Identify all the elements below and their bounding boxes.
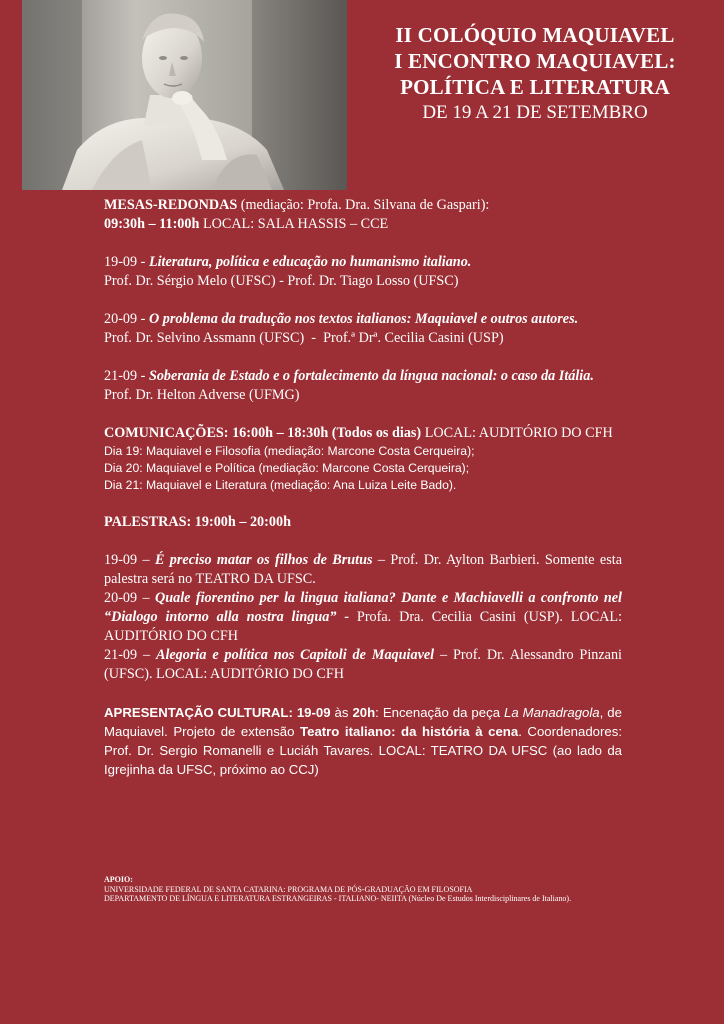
- palestra-details: Profa. Dra. Cecilia Casini (USP). LOCAL: AUDITÓRIO DO CFH: [104, 609, 623, 644]
- mesas-heading: MESAS-REDONDAS: [104, 197, 238, 213]
- palestra-date: 19-09 –: [104, 552, 155, 568]
- palestra-title: É preciso matar os filhos de Brutus: [154, 552, 373, 568]
- palestra-title: Alegoria e política nos Capitoli de Maquiavel: [155, 647, 435, 663]
- mesa-dash: -: [137, 368, 149, 384]
- cultural-text-2: , de Maquiavel. Projeto de extensão: [104, 705, 622, 739]
- comunicacoes-day: Dia 21: Maquiavel e Literatura (mediação: Ana Luiza Leite Bado).: [104, 478, 457, 492]
- mesa-item-2: [104, 310, 622, 329]
- comunicacoes-day: Dia 19: Maquiavel e Filosofia (mediação: Marcone Costa Cerqueira);: [104, 444, 475, 458]
- title-line-3: POLÍTICA E LITERATURA: [400, 75, 670, 99]
- cultural-hour: 20h: [352, 705, 376, 720]
- mesa-title: O problema da tradução nos textos italianos: Maquiavel e outros autores.: [148, 311, 579, 327]
- mesas-time-line: [104, 215, 622, 234]
- mesa-item-3: [104, 367, 622, 386]
- mesas-location: LOCAL: SALA HASSIS – CCE: [199, 216, 389, 232]
- event-title-block: [350, 22, 720, 125]
- cultural-text-3: . Coordenadores: Prof. Dr. Sergio Romanelli e Luciáh Tavares. LOCAL: TEATRO DA UFSC (ao lado da Igrejinha da UFSC, próximo ao CCJ): [104, 724, 622, 777]
- cultural-block: [104, 703, 622, 779]
- cultural-at: às: [330, 705, 353, 720]
- title-line-1: II COLÓQUIO MAQUIAVEL: [395, 23, 675, 47]
- machiavelli-statue-image: [22, 0, 347, 190]
- mesa-dash: -: [137, 254, 149, 270]
- cultural-heading: APRESENTAÇÃO CULTURAL: 19-09: [104, 705, 331, 720]
- statue-photo: [22, 0, 347, 190]
- program-content: [104, 196, 622, 779]
- mesa-date: 21-09: [104, 368, 138, 384]
- palestra-date: 20-09 –: [104, 590, 156, 606]
- cultural-project: Teatro italiano: da história à cena: [300, 724, 519, 739]
- support-line-1: UNIVERSIDADE FEDERAL DE SANTA CATARINA: PROGRAMA DE PÓS-GRADUAÇÃO EM FILOSOFIA: [104, 884, 473, 894]
- mesa-date: 19-09: [104, 254, 138, 270]
- palestra-details: – Prof. Dr. Aylton Barbieri. Somente esta palestra será no TEATRO DA UFSC.: [104, 552, 622, 587]
- event-dates: DE 19 A 21 DE SETEMBRO: [422, 102, 648, 123]
- mesas-time: 09:30h – 11:00h: [104, 216, 200, 232]
- mesa-title: Literatura, política e educação no humanismo italiano.: [148, 254, 472, 270]
- mesa-speakers: Prof. Dr. Selvino Assmann (UFSC) - Prof.ª Drª. Cecilia Casini (USP): [104, 330, 504, 346]
- mesa-speakers: Prof. Dr. Helton Adverse (UFMG): [104, 387, 300, 403]
- palestra-item-2: [104, 589, 622, 646]
- cultural-play: La Manadragola: [504, 705, 600, 720]
- mesa-speakers: Prof. Dr. Sérgio Melo (UFSC) - Prof. Dr. Tiago Losso (UFSC): [104, 273, 459, 289]
- support-line-2: DEPARTAMENTO DE LÍNGUA E LITERATURA ESTRANGEIRAS - ITALIANO- NEIITA (Núcleo De Estudos Interdisciplinares de Italiano).: [104, 894, 572, 903]
- palestra-date: 21-09 –: [104, 647, 156, 663]
- support-block: [104, 875, 622, 904]
- comunicacoes-heading: COMUNICAÇÕES: 16:00h – 18:30h (Todos os dias): [104, 425, 422, 441]
- palestra-title: Quale fiorentino per la lingua italiana? Dante e Machiavelli a confronto nel “Dialogo intorno alla nostra lingua” -: [104, 590, 622, 625]
- palestra-item-3: [104, 646, 622, 684]
- mesa-dash: -: [137, 311, 149, 327]
- mesa-item-1: [104, 253, 622, 272]
- palestras-heading: PALESTRAS: 19:00h – 20:00h: [104, 514, 291, 530]
- cultural-text-1: : Encenação da peça: [375, 705, 505, 720]
- comunicacoes-location: LOCAL: AUDITÓRIO DO CFH: [421, 425, 613, 441]
- mesa-date: 20-09: [104, 311, 138, 327]
- support-label: APOIO:: [104, 875, 133, 884]
- comunicacoes-heading-line: [104, 424, 622, 443]
- palestra-details: – Prof. Dr. Alessandro Pinzani (UFSC). LOCAL: AUDITÓRIO DO CFH: [104, 647, 622, 682]
- mesa-title: Soberania de Estado e o fortalecimento da língua nacional: o caso da Itália.: [148, 368, 594, 384]
- mesas-mediation: (mediação: Profa. Dra. Silvana de Gaspari):: [237, 197, 490, 213]
- title-line-2: I ENCONTRO MAQUIAVEL:: [394, 49, 676, 73]
- mesas-heading-line: [104, 196, 622, 215]
- comunicacoes-day: Dia 20: Maquiavel e Política (mediação: Marcone Costa Cerqueira);: [104, 461, 470, 475]
- palestra-item-1: [104, 551, 622, 589]
